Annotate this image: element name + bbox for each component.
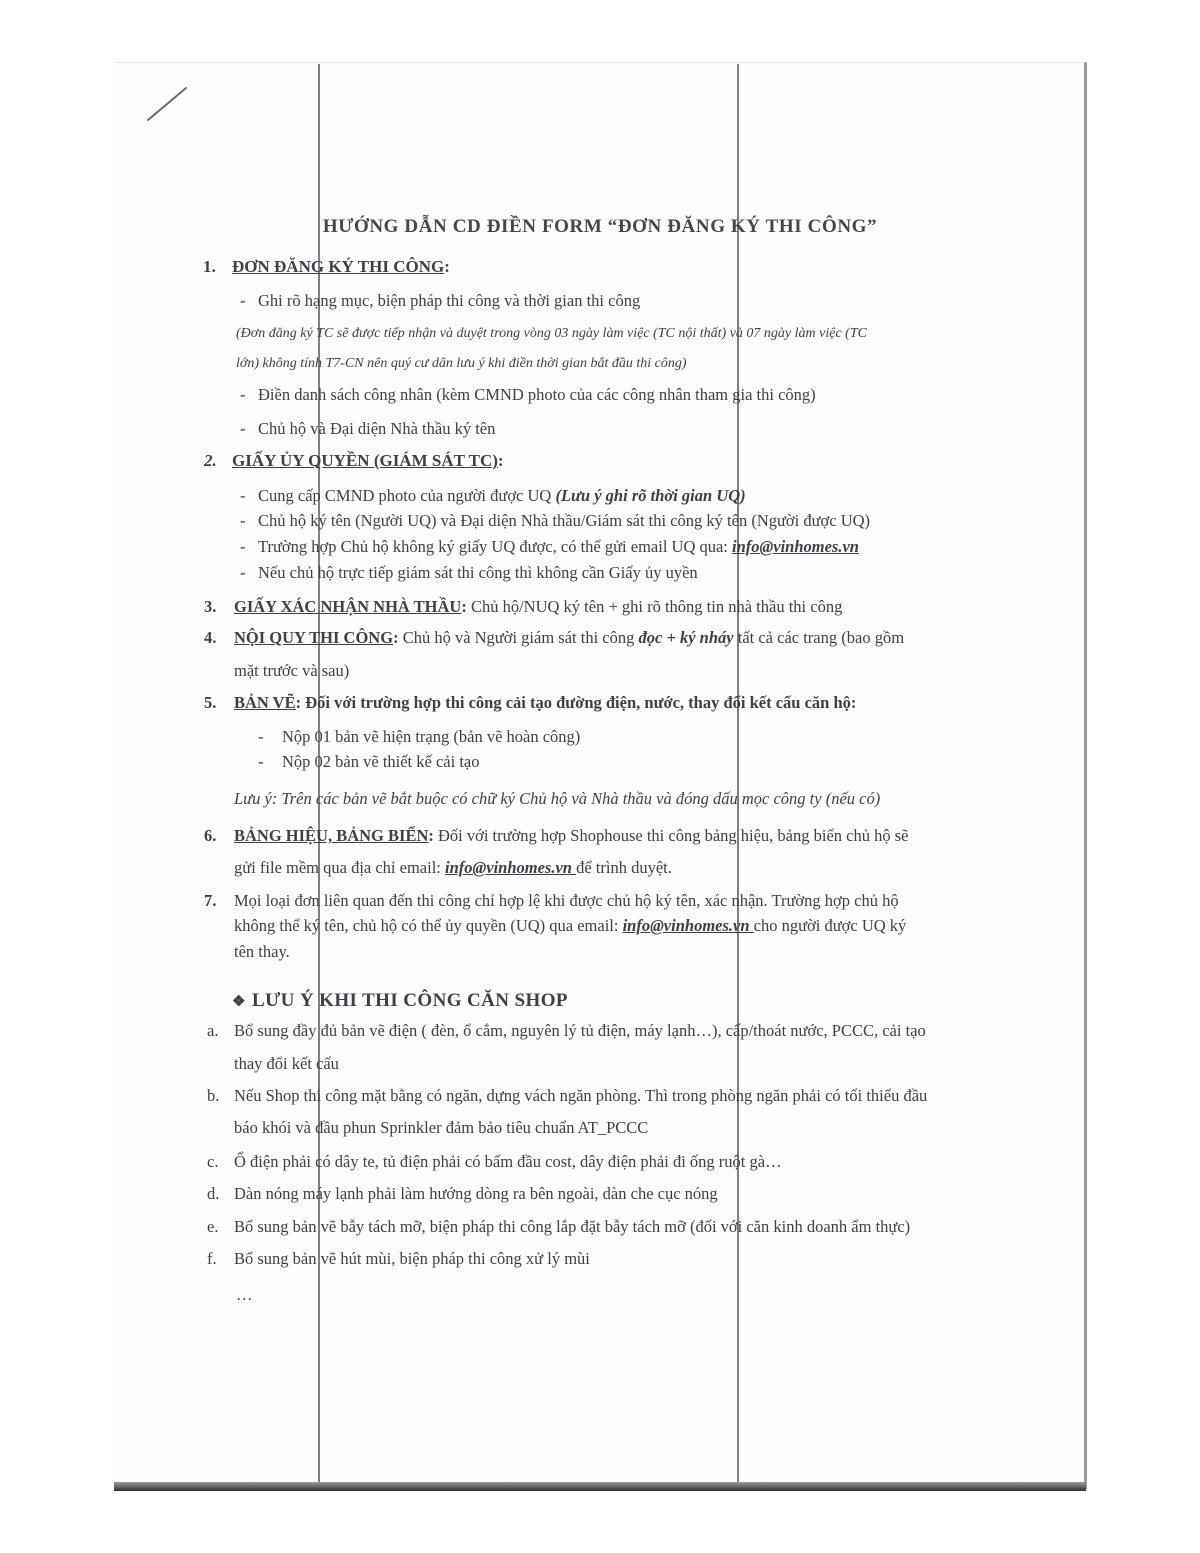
dash-bullet: - [240, 385, 246, 404]
section-line: gửi file mềm qua địa chỉ email: info@vinhomes.vn để trình duyệt. [234, 858, 672, 877]
dash-bullet: - [240, 511, 246, 530]
note-text: lớn) không tính T7-CN nên quý cư dân lưu ý khi điền thời gian bắt đầu thi công) [236, 356, 687, 371]
list-item: Ổ điện phải có dây te, tủ điện phải có bấm đầu cost, dây điện phải đi ống ruột gà… [234, 1152, 782, 1171]
pen-stroke-mark [146, 86, 190, 122]
document-title: HƯỚNG DẪN CD ĐIỀN FORM “ĐƠN ĐĂNG KÝ THI CÔNG” [322, 216, 878, 237]
list-item: Dàn nóng máy lạnh phải làm hướng dòng ra bên ngoài, dàn che cục nóng [234, 1184, 718, 1203]
note-text: Lưu ý: Trên các bản vẽ bắt buộc có chữ ký Chủ hộ và Nhà thầu và đóng dấu mọc công ty (nếu có) [234, 789, 881, 808]
list-item: báo khói và đầu phun Sprinkler đảm bảo tiêu chuẩn AT_PCCC [234, 1118, 649, 1137]
list-item: Nộp 02 bản vẽ thiết kế cải tạo [282, 752, 480, 771]
section-line: không thể ký tên, chủ hộ có thể ủy quyền (UQ) qua email: info@vinhomes.vn cho người được UQ ký [234, 916, 907, 935]
section-number: 1. [203, 257, 216, 276]
section-line: BẢNG HIỆU, BẢNG BIỂN: Đối với trường hợp Shophouse thi công bảng hiệu, bảng biển chủ hộ sẽ [234, 826, 909, 845]
email-link[interactable]: info@vinhomes.vn [445, 858, 577, 877]
section-number: 7. [204, 891, 217, 910]
list-item: Ghi rõ hạng mục, biện pháp thi công và thời gian thi công [258, 291, 641, 310]
dash-bullet: - [258, 727, 264, 746]
list-item: Nếu Shop thi công mặt bằng có ngăn, dựng vách ngăn phòng. Thì trong phòng ngăn phải có tối thiểu đầu [234, 1086, 928, 1105]
section-heading: ĐƠN ĐĂNG KÝ THI CÔNG: [232, 257, 450, 276]
dash-bullet: - [240, 419, 246, 438]
section-number: 3. [204, 597, 217, 616]
list-item: Điền danh sách công nhân (kèm CMND photo của các công nhân tham gia thi công) [258, 385, 816, 404]
section-line: tên thay. [234, 942, 290, 961]
section-line: Mọi loại đơn liên quan đến thi công chỉ hợp lệ khi được chủ hộ ký tên, xác nhận. Trường hợp chủ hộ [234, 891, 899, 910]
section-number: 2. [204, 451, 217, 470]
fold-line [737, 64, 739, 1482]
item-label: f. [207, 1249, 217, 1268]
note-text: (Đơn đăng ký TC sẽ được tiếp nhận và duyệt trong vòng 03 ngày làm việc (TC nội thất) và 07 ngày làm việc (TC [236, 326, 867, 341]
item-label: a. [207, 1021, 219, 1040]
item-label: d. [207, 1184, 220, 1203]
list-item: Chủ hộ ký tên (Người UQ) và Đại diện Nhà thầu/Giám sát thi công ký tên (Người được UQ) [258, 511, 871, 530]
shop-heading: ❖ LƯU Ý KHI THI CÔNG CĂN SHOP [232, 990, 568, 1011]
email-link[interactable]: info@vinhomes.vn [732, 537, 859, 556]
diamond-bullet-icon: ❖ [232, 994, 246, 1010]
list-item: Nếu chủ hộ trực tiếp giám sát thi công thì không cần Giấy ủy uyền [258, 563, 698, 582]
list-item: Nộp 01 bản vẽ hiện trạng (bản vẽ hoàn công) [282, 727, 581, 746]
list-item: Trường hợp Chủ hộ không ký giấy UQ được, có thể gửi email UQ qua: info@vinhomes.vn [258, 537, 859, 556]
section-heading: GIẤY ỦY QUYỀN (GIÁM SÁT TC): [232, 451, 504, 470]
ellipsis: … [236, 1285, 253, 1304]
list-item: Cung cấp CMND photo của người được UQ (Lưu ý ghi rõ thời gian UQ) [258, 486, 746, 505]
item-label: c. [207, 1152, 219, 1171]
section-line: BẢN VẼ: Đối với trường hợp thi công cải tạo đường điện, nước, thay đổi kết cấu căn hộ: [234, 693, 857, 712]
dash-bullet: - [258, 752, 264, 771]
dash-bullet: - [240, 486, 246, 505]
list-item: Bổ sung bản vẽ bẫy tách mỡ, biện pháp thi công lắp đặt bẫy tách mỡ (đối với căn kinh doanh ẩm thực) [234, 1217, 911, 1236]
dash-bullet: - [240, 537, 246, 556]
scan-edge [114, 1482, 1086, 1491]
item-label: b. [207, 1086, 220, 1105]
list-item: Bổ sung đầy đủ bản vẽ điện ( đèn, ổ cắm, nguyên lý tủ điện, máy lạnh…), cấp/thoát nước, PCCC, cải tạo [234, 1021, 926, 1040]
section-line: NỘI QUY THI CÔNG: Chủ hộ và Người giám sát thi công đọc + ký nháy tất cả các trang (bao gồm [234, 628, 905, 647]
list-item: Chủ hộ và Đại diện Nhà thầu ký tên [258, 419, 496, 438]
section-line: GIẤY XÁC NHẬN NHÀ THẦU: Chủ hộ/NUQ ký tên + ghi rõ thông tin nhà thầu thi công [234, 597, 843, 616]
item-label: e. [207, 1217, 219, 1236]
section-number: 4. [204, 628, 217, 647]
list-item: thay đổi kết cấu [234, 1054, 339, 1073]
section-number: 6. [204, 826, 217, 845]
list-item: Bổ sung bản vẽ hút mùi, biện pháp thi công xử lý mùi [234, 1249, 590, 1268]
email-link[interactable]: info@vinhomes.vn [622, 916, 754, 935]
dash-bullet: - [240, 563, 246, 582]
dash-bullet: - [240, 291, 246, 310]
section-number: 5. [204, 693, 217, 712]
section-line: mặt trước và sau) [234, 661, 350, 680]
